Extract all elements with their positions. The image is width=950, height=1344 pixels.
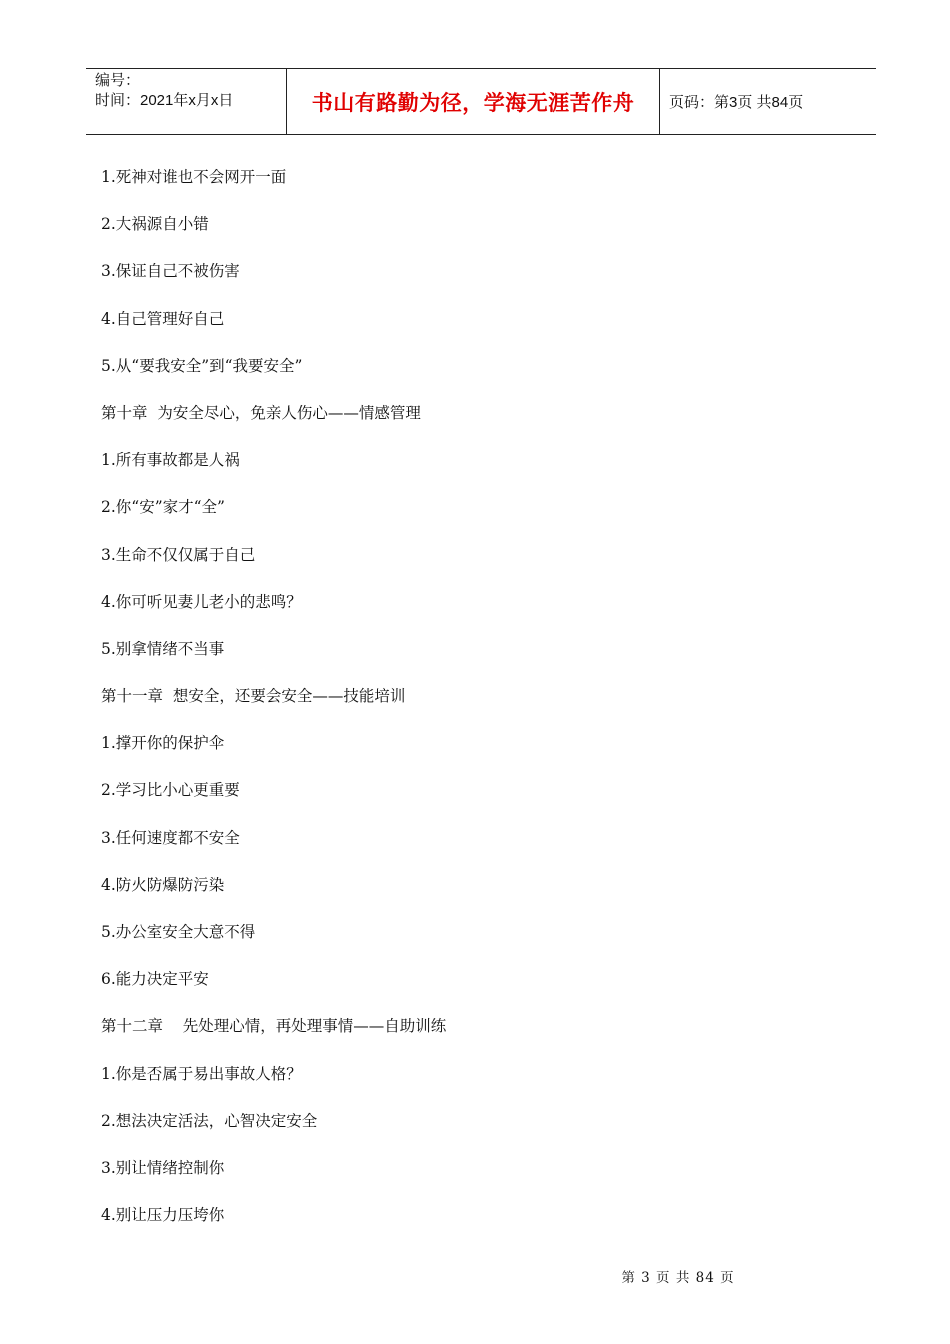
document-time-label: 时间：2021年x月x日: [95, 92, 234, 109]
chapter-heading: 第十一章 想安全，还要会安全——技能培训: [101, 687, 406, 706]
body-line: 1.死神对谁也不会网开一面: [101, 168, 287, 186]
document-number-label: 编号：: [95, 72, 141, 89]
chapter-heading: 第十二章 先处理心情，再处理事情——自助训练: [101, 1017, 447, 1036]
chapter-heading: 第十章 为安全尽心，免亲人伤心——情感管理: [101, 403, 421, 422]
document-body: [101, 165, 861, 1250]
body-line: 5.从“要我安全”到“我要安全”: [101, 356, 303, 375]
body-line: 2.学习比小心更重要: [101, 781, 240, 800]
body-line: 1.所有事故都是人祸: [101, 451, 240, 470]
body-line: 4.别让压力压垮你: [101, 1206, 225, 1225]
body-line: 6.能力决定平安: [101, 970, 209, 989]
body-line: 3.任何速度都不安全: [101, 828, 240, 847]
body-line: 2.大祸源自小错: [101, 215, 209, 234]
page-header: [86, 68, 876, 135]
body-line: 5.办公室安全大意不得: [101, 923, 256, 941]
body-line: 2.想法决定活法，心智决定安全: [101, 1111, 318, 1130]
page-footer: 第 3 页 共 84 页: [621, 1270, 735, 1286]
header-page-info: 页码：第3页 共84页: [669, 94, 804, 111]
body-line: 3.生命不仅仅属于自己: [101, 545, 256, 564]
body-line: 3.别让情绪控制你: [101, 1158, 225, 1177]
body-line: 5.别拿情绪不当事: [101, 639, 225, 658]
body-line: 4.防火防爆防污染: [101, 875, 225, 894]
header-motto: 书山有路勤为径，学海无涯苦作舟: [287, 69, 660, 134]
body-line: 4.自己管理好自己: [101, 309, 225, 328]
header-meta: [86, 69, 287, 134]
body-line: 3.保证自己不被伤害: [101, 262, 240, 281]
body-line: 1.你是否属于易出事故人格？: [101, 1064, 302, 1083]
body-line: 1.撑开你的保护伞: [101, 734, 225, 753]
body-line: 4.你可听见妻儿老小的悲鸣？: [101, 592, 302, 611]
body-line: 2.你“安”家才“全”: [101, 498, 225, 517]
